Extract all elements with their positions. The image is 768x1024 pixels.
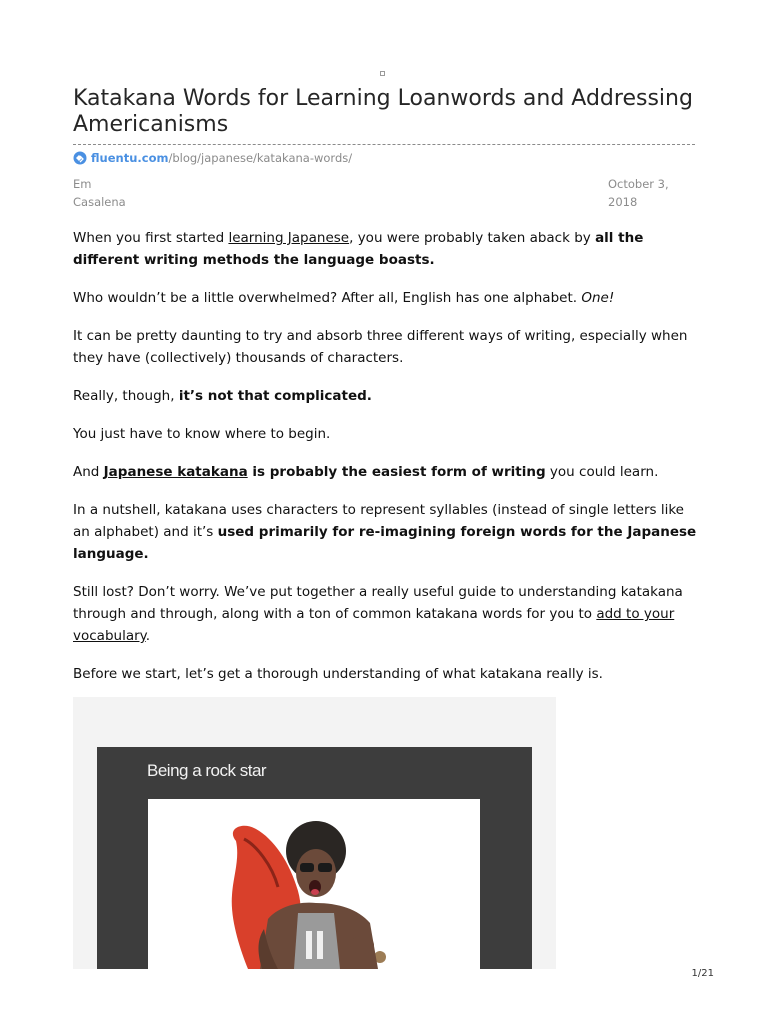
paragraph-3: It can be pretty daunting to try and absorb three different ways of writing, especially when they have (collectively) thousands of characters.	[73, 328, 688, 366]
author-last: Casalena	[73, 195, 126, 209]
author-first: Em	[73, 177, 92, 191]
divider	[73, 144, 695, 145]
source-path[interactable]: /blog/japanese/katakana-words/	[168, 151, 353, 165]
paragraph-9: Before we start, let’s get a thorough understanding of what katakana really is.	[73, 666, 603, 682]
pause-icon[interactable]	[302, 929, 328, 961]
paragraph-8: Still lost? Don’t worry. We’ve put together a really useful guide to understanding katakana through and through, along with a ton of common katakana words for you to add to your vocabulary.	[73, 584, 683, 644]
article-title: Katakana Words for Learning Loanwords and Addressing Americanisms	[73, 86, 693, 137]
paragraph-1: When you first started learning Japanese, you were probably taken aback by all the different writing methods the language boasts.	[73, 230, 644, 268]
source-domain[interactable]: fluentu.com	[91, 151, 169, 165]
date-year: 2018	[608, 195, 638, 209]
paragraph-6: And Japanese katakana is probably the easiest form of writing you could learn.	[73, 464, 659, 480]
video-frame[interactable]	[148, 799, 480, 969]
page-number: 1/21	[691, 968, 714, 979]
video-player[interactable]	[97, 747, 532, 969]
paragraph-7: In a nutshell, katakana uses characters to represent syllables (instead of single letters like an alphabet) and it’s used primarily for re-imagining foreign words for the Japanese language.	[73, 502, 697, 562]
article-body	[73, 227, 698, 701]
author	[73, 175, 133, 211]
link-learning-japanese[interactable]: learning Japanese	[228, 230, 350, 246]
paragraph-5: You just have to know where to begin.	[73, 426, 331, 442]
paragraph-4: Really, though, it’s not that complicated.	[73, 388, 372, 404]
video-title: Being a rock star	[147, 761, 267, 780]
source-link[interactable]	[73, 150, 352, 166]
paragraph-2: Who wouldn’t be a little overwhelmed? After all, English has one alphabet. One!	[73, 290, 615, 306]
fluentu-logo-icon	[73, 151, 87, 165]
link-japanese-katakana[interactable]: Japanese katakana	[103, 464, 248, 480]
video-figure	[73, 697, 556, 969]
link-add-to-vocabulary[interactable]: add to your vocabulary	[73, 606, 675, 644]
page-marker-icon	[380, 71, 385, 76]
date-month-day: October 3,	[608, 177, 669, 191]
publish-date	[608, 175, 678, 211]
